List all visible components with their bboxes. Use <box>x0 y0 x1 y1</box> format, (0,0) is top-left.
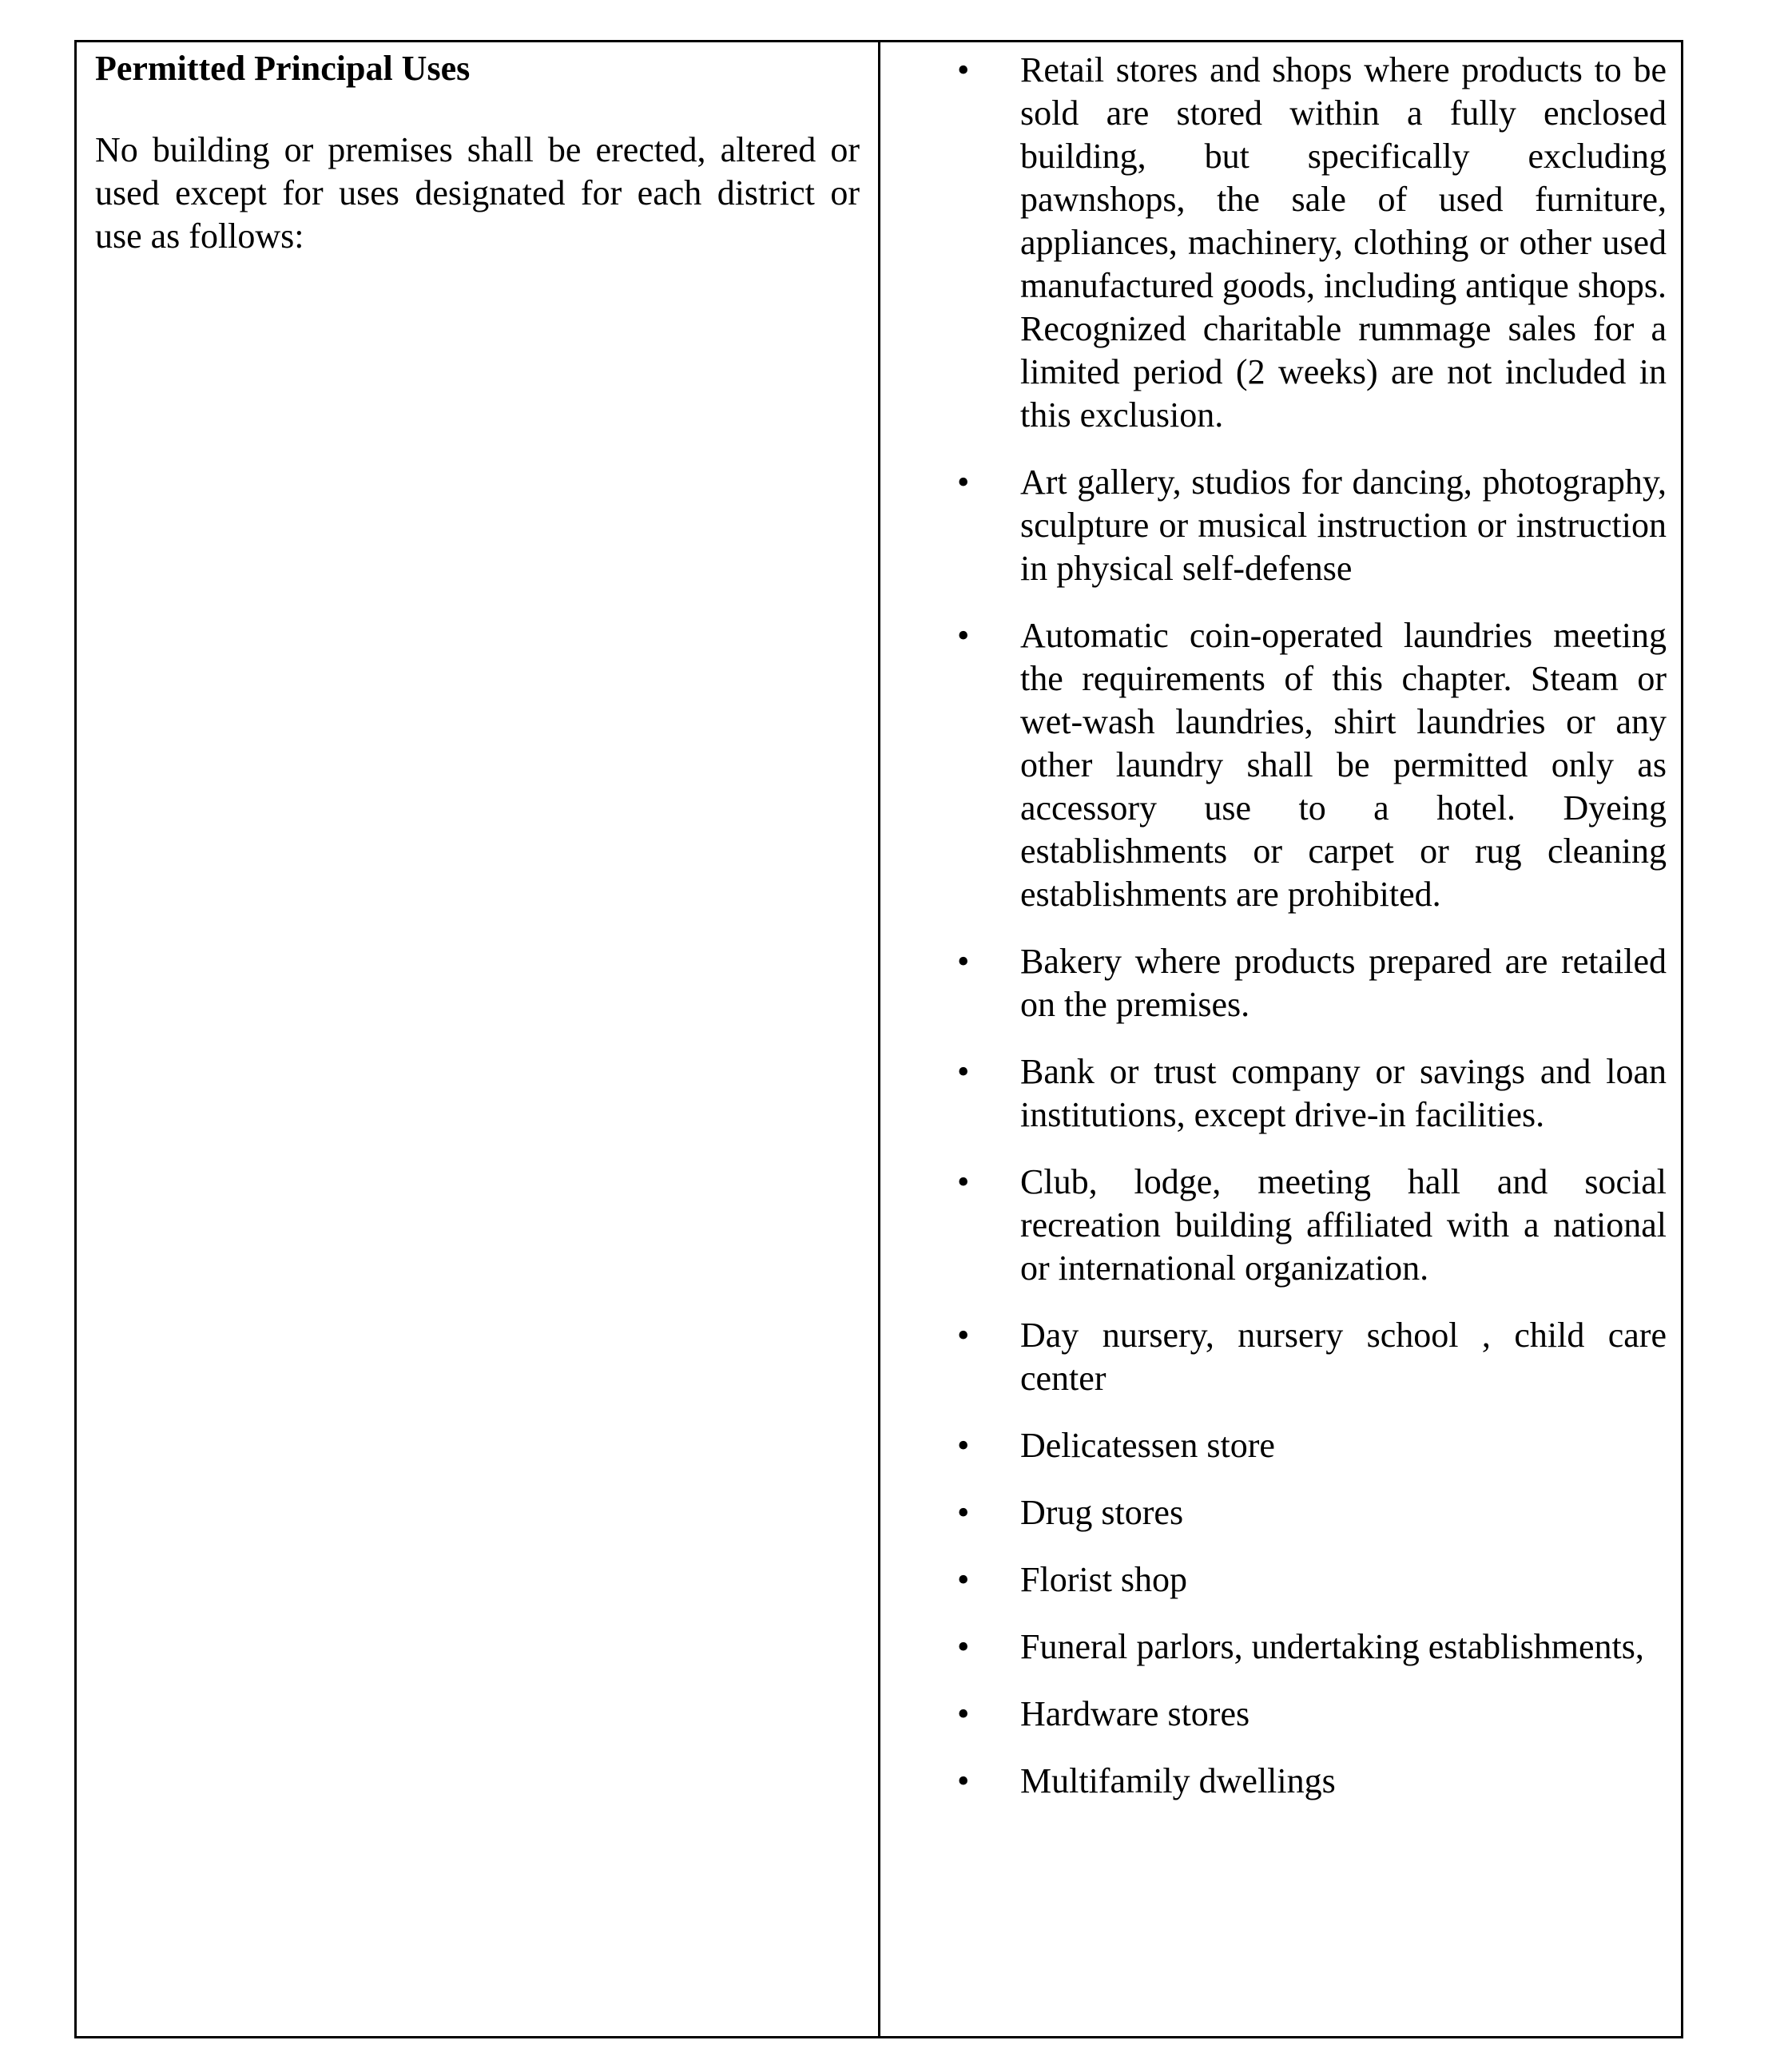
list-item <box>880 614 1667 916</box>
list-item <box>880 461 1667 590</box>
bullet-icon: • <box>957 1761 970 1800</box>
right-cell <box>880 42 1681 2036</box>
list-item-text: Multifamily dwellings <box>1020 1761 1336 1800</box>
list-item <box>880 49 1667 437</box>
list-item <box>880 1314 1667 1400</box>
list-item <box>880 940 1667 1026</box>
list-item <box>880 1558 1667 1602</box>
bullet-icon: • <box>957 1162 970 1201</box>
bullet-icon: • <box>957 1426 970 1465</box>
list-item-text: Automatic coin-operated laundries meeting the requirements of this chapter. Steam or wet-wash laundries, shirt laundries or any other laundry shall be permitted only as accessory use to a hotel. Dyeing establishments or carpet or rug cleaning establishments are prohibited. <box>1020 616 1667 914</box>
bullet-icon: • <box>957 462 970 502</box>
list-item-text: Funeral parlors, undertaking establishments, <box>1020 1627 1644 1666</box>
bullet-icon: • <box>957 942 970 981</box>
list-item-text: Retail stores and shops where products to be sold are stored within a fully enclosed building, but specifically excluding pawnshops, the sale of used furniture, appliances, machinery, clothing or other used manufactured goods, including antique shops. Recognized charitable rummage sales for a limited period (2 weeks) are not included in this exclusion. <box>1020 50 1667 435</box>
section-heading: Permitted Principal Uses <box>95 49 471 88</box>
bullet-icon: • <box>957 616 970 655</box>
bullet-icon: • <box>957 1493 970 1532</box>
list-item <box>880 1424 1667 1467</box>
list-item <box>880 1050 1667 1137</box>
list-item <box>880 1625 1667 1669</box>
left-cell <box>77 42 880 2036</box>
bullet-icon: • <box>957 1052 970 1091</box>
bullet-icon: • <box>957 1316 970 1355</box>
list-item-text: Hardware stores <box>1020 1694 1250 1733</box>
bullet-icon: • <box>957 1560 970 1599</box>
bullet-icon: • <box>957 1694 970 1733</box>
list-item-text: Delicatessen store <box>1020 1426 1275 1465</box>
list-item-text: Drug stores <box>1020 1493 1184 1532</box>
list-item <box>880 1161 1667 1290</box>
list-item <box>880 1491 1667 1534</box>
list-item <box>880 1693 1667 1736</box>
intro-paragraph: No building or premises shall be erected, altered or used except for uses designated for each district or use as follows: <box>95 130 860 256</box>
list-item-text: Bank or trust company or savings and loan institutions, except drive-in facilities. <box>1020 1052 1667 1134</box>
list-item-text: Day nursery, nursery school , child care center <box>1020 1316 1667 1398</box>
list-item-text: Florist shop <box>1020 1560 1188 1599</box>
list-item-text: Bakery where products prepared are retailed on the premises. <box>1020 942 1667 1024</box>
bullet-icon: • <box>957 1627 970 1666</box>
permitted-uses-list <box>880 49 1667 1803</box>
bullet-icon: • <box>957 50 970 89</box>
list-item-text: Club, lodge, meeting hall and social recreation building affiliated with a national or international organization. <box>1020 1162 1667 1288</box>
list-item <box>880 1760 1667 1803</box>
uses-table <box>74 40 1683 2038</box>
list-item-text: Art gallery, studios for dancing, photography, sculpture or musical instruction or instruction in physical self-defense <box>1020 462 1667 588</box>
